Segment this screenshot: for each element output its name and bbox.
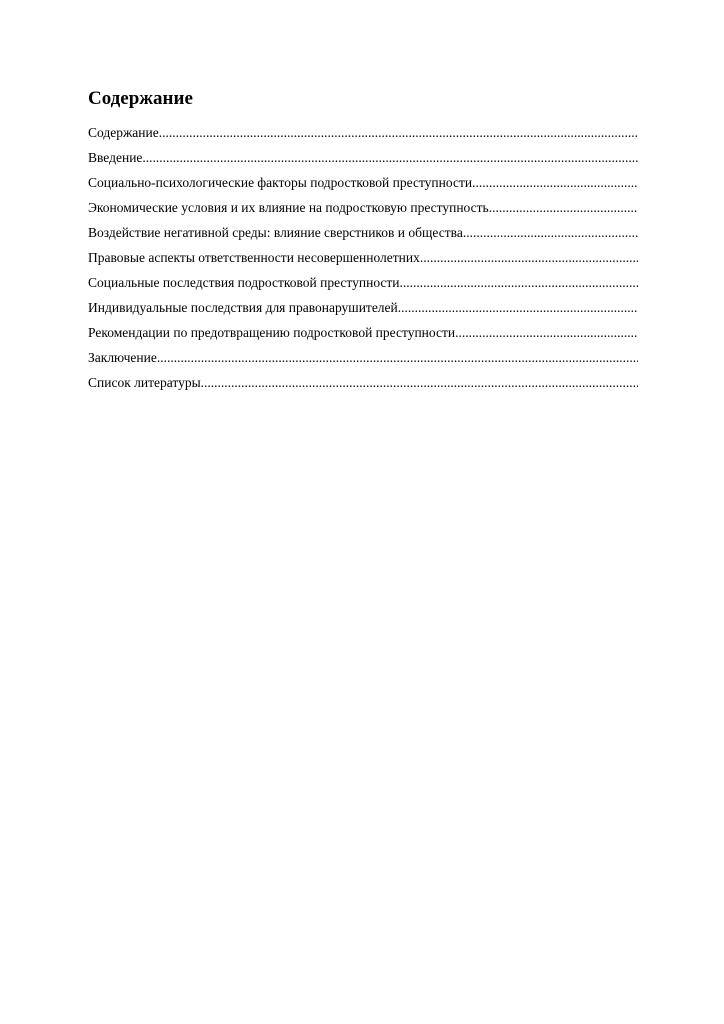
toc-entry-label: Список литературы [88,375,201,390]
toc-entry-label: Содержание [88,125,159,140]
toc-dot-leader [398,295,638,320]
toc-entry-references[interactable] [88,370,638,395]
toc-entry-introduction[interactable] [88,145,638,170]
toc-title: Содержание [88,88,193,109]
toc-entry-label: Социально-психологические факторы подростковой преступности [88,175,473,190]
toc-entry-label: Рекомендации по предотвращению подростковой преступности [88,325,456,340]
toc-entry-label: Воздействие негативной среды: влияние сверстников и общества [88,225,463,240]
toc-entry-label: Введение [88,150,143,165]
toc-dot-leader [472,170,638,195]
toc-entry-social-consequences[interactable] [88,270,638,295]
toc-entry-socio-psychological-factors[interactable] [88,170,638,195]
toc-dot-leader [463,220,638,245]
toc-dot-leader [201,370,638,395]
toc-dot-leader [157,345,638,370]
toc-entry-legal-aspects[interactable] [88,245,638,270]
toc-entry-label: Социальные последствия подростковой преступности [88,275,400,290]
toc-dot-leader [420,245,638,270]
toc-entry-conclusion[interactable] [88,345,638,370]
toc-dot-leader [159,120,638,145]
toc-entry-economic-conditions[interactable] [88,195,638,220]
toc-dot-leader [142,145,638,170]
toc-entry-recommendations[interactable] [88,320,638,345]
toc-entry-individual-consequences[interactable] [88,295,638,320]
toc-dot-leader [400,270,638,295]
table-of-contents [88,86,638,395]
toc-entry-negative-environment[interactable] [88,220,638,245]
toc-list [88,120,638,395]
toc-dot-leader [455,320,638,345]
toc-entry-label: Экономические условия и их влияние на подростковую преступность [88,200,489,215]
toc-dot-leader [489,195,638,220]
toc-entry-label: Индивидуальные последствия для правонарушителей [88,300,398,315]
toc-entry-contents[interactable] [88,120,638,145]
toc-entry-label: Заключение [88,350,157,365]
toc-entry-label: Правовые аспекты ответственности несовершеннолетних [88,250,420,265]
